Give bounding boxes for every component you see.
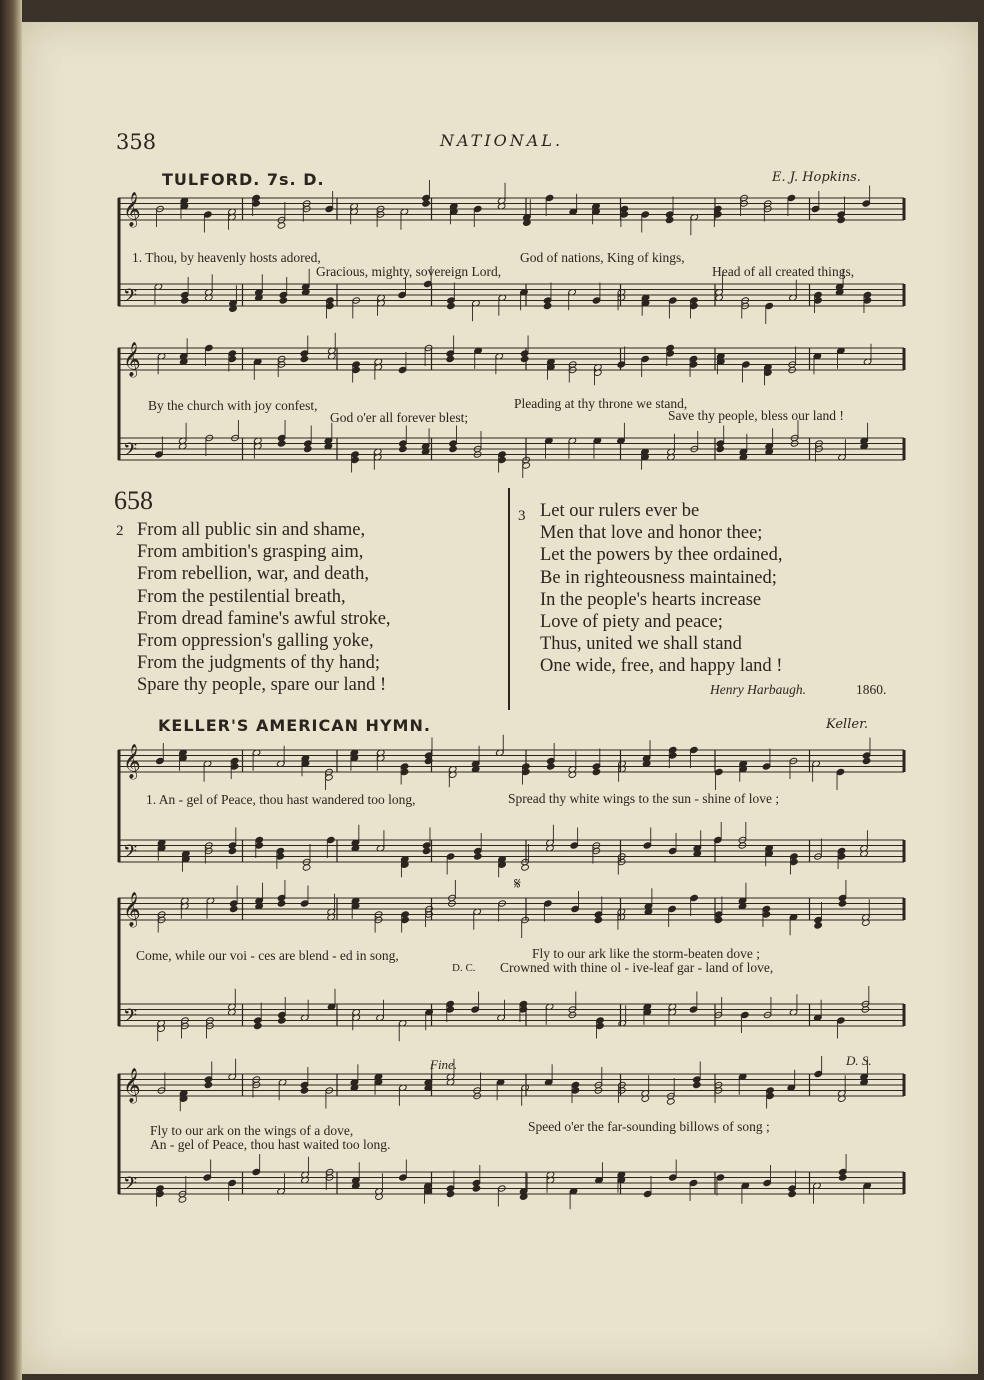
lyric-line: Speed o'er the far-sounding billows of song ; [528, 1119, 770, 1134]
svg-text:𝄢: 𝄢 [123, 1174, 138, 1199]
verse-number: 2 [116, 523, 124, 539]
book-spine [0, 0, 22, 1380]
verse-line: Spare thy people, spare our land ! [137, 675, 387, 696]
hymn-number: 658 [114, 486, 153, 515]
verse-2 [137, 519, 391, 697]
verse-3 [540, 500, 782, 678]
dc-mark: D. C. [452, 962, 476, 974]
verse-line: From ambition's grasping aim, [137, 542, 364, 563]
lyric-line: Fly to our ark on the wings of a dove, [150, 1123, 354, 1138]
lyric-line: Save thy people, bless our land ! [668, 408, 844, 423]
verse-line: One wide, free, and happy land ! [540, 656, 783, 677]
lyric-line: By the church with joy confest, [148, 398, 318, 413]
verse-line: Let our rulers ever be [540, 501, 700, 521]
svg-text:𝄢: 𝄢 [123, 842, 138, 867]
verse-line: From oppression's galling yoke, [137, 631, 374, 652]
lyric-line: An - gel of Peace, thou hast waited too long. [150, 1137, 391, 1152]
year: 1860. [856, 682, 887, 697]
lyric-line: Come, while our voi - ces are blend - ed in song, [136, 948, 399, 963]
lyric-line: Fly to our ark like the storm-beaten dove ; [532, 946, 760, 961]
composer-hopkins: E. J. Hopkins. [772, 170, 861, 185]
music-system-3 [118, 740, 908, 880]
lyric-line: God of nations, King of kings, [520, 250, 685, 265]
svg-text:𝄞: 𝄞 [123, 744, 141, 779]
svg-text:𝄢: 𝄢 [123, 440, 138, 465]
segno-sign: 𝄋 [514, 876, 521, 893]
lyric-line: Crowned with thine ol - ive-leaf gar - land of love, [500, 960, 774, 975]
verse-line: Let the powers by thee ordained, [540, 545, 783, 566]
svg-text:𝄢: 𝄢 [123, 286, 138, 311]
svg-text:𝄞: 𝄞 [123, 342, 141, 377]
svg-text:𝄞: 𝄞 [123, 192, 141, 227]
lyric-line: 1. An - gel of Peace, thou hast wandered too long, [146, 792, 416, 807]
lyric-line: Spread thy white wings to the sun - shine of love ; [508, 791, 780, 806]
author: Henry Harbaugh. [710, 682, 806, 697]
tune-name-keller: KELLER'S AMERICAN HYMN. [158, 716, 431, 735]
verse-number: 3 [518, 508, 526, 524]
composer-keller: Keller. [826, 717, 868, 732]
lyric-line: Gracious, mighty, sovereign Lord, [316, 264, 502, 279]
svg-text:𝄢: 𝄢 [123, 1006, 138, 1031]
verse-line: Love of piety and peace; [540, 612, 723, 633]
lyric-line: Pleading at thy throne we stand, [514, 396, 688, 411]
tune-name-tulford: TULFORD. 7s. D. [162, 170, 325, 189]
ds-mark: D. S. [846, 1053, 872, 1068]
lyric-line: Head of all created things, [712, 264, 855, 279]
verse-line: From dread famine's awful stroke, [137, 608, 391, 629]
column-divider [508, 488, 510, 710]
lyric-line: God o'er all forever blest; [330, 410, 469, 425]
verse-line: From the pestilential breath, [137, 586, 346, 607]
verse-line: From rebellion, war, and death, [137, 564, 369, 585]
section-title: NATIONAL. [440, 131, 564, 150]
svg-text:𝄞: 𝄞 [123, 1068, 141, 1103]
page-number: 358 [116, 130, 157, 154]
lyric-line: 1. Thou, by heavenly hosts adored, [132, 250, 321, 265]
verse-line: From the judgments of thy hand; [137, 653, 381, 674]
verse-line: Men that love and honor thee; [540, 523, 763, 544]
verse-line: From all public sin and shame, [137, 520, 366, 540]
svg-text:𝄞: 𝄞 [123, 892, 141, 927]
verse-line: In the people's hearts increase [540, 589, 762, 610]
fine-mark: Fine. [430, 1057, 458, 1072]
verse-line: Thus, united we shall stand [540, 634, 742, 655]
verse-line: Be in righteousness maintained; [540, 567, 777, 588]
